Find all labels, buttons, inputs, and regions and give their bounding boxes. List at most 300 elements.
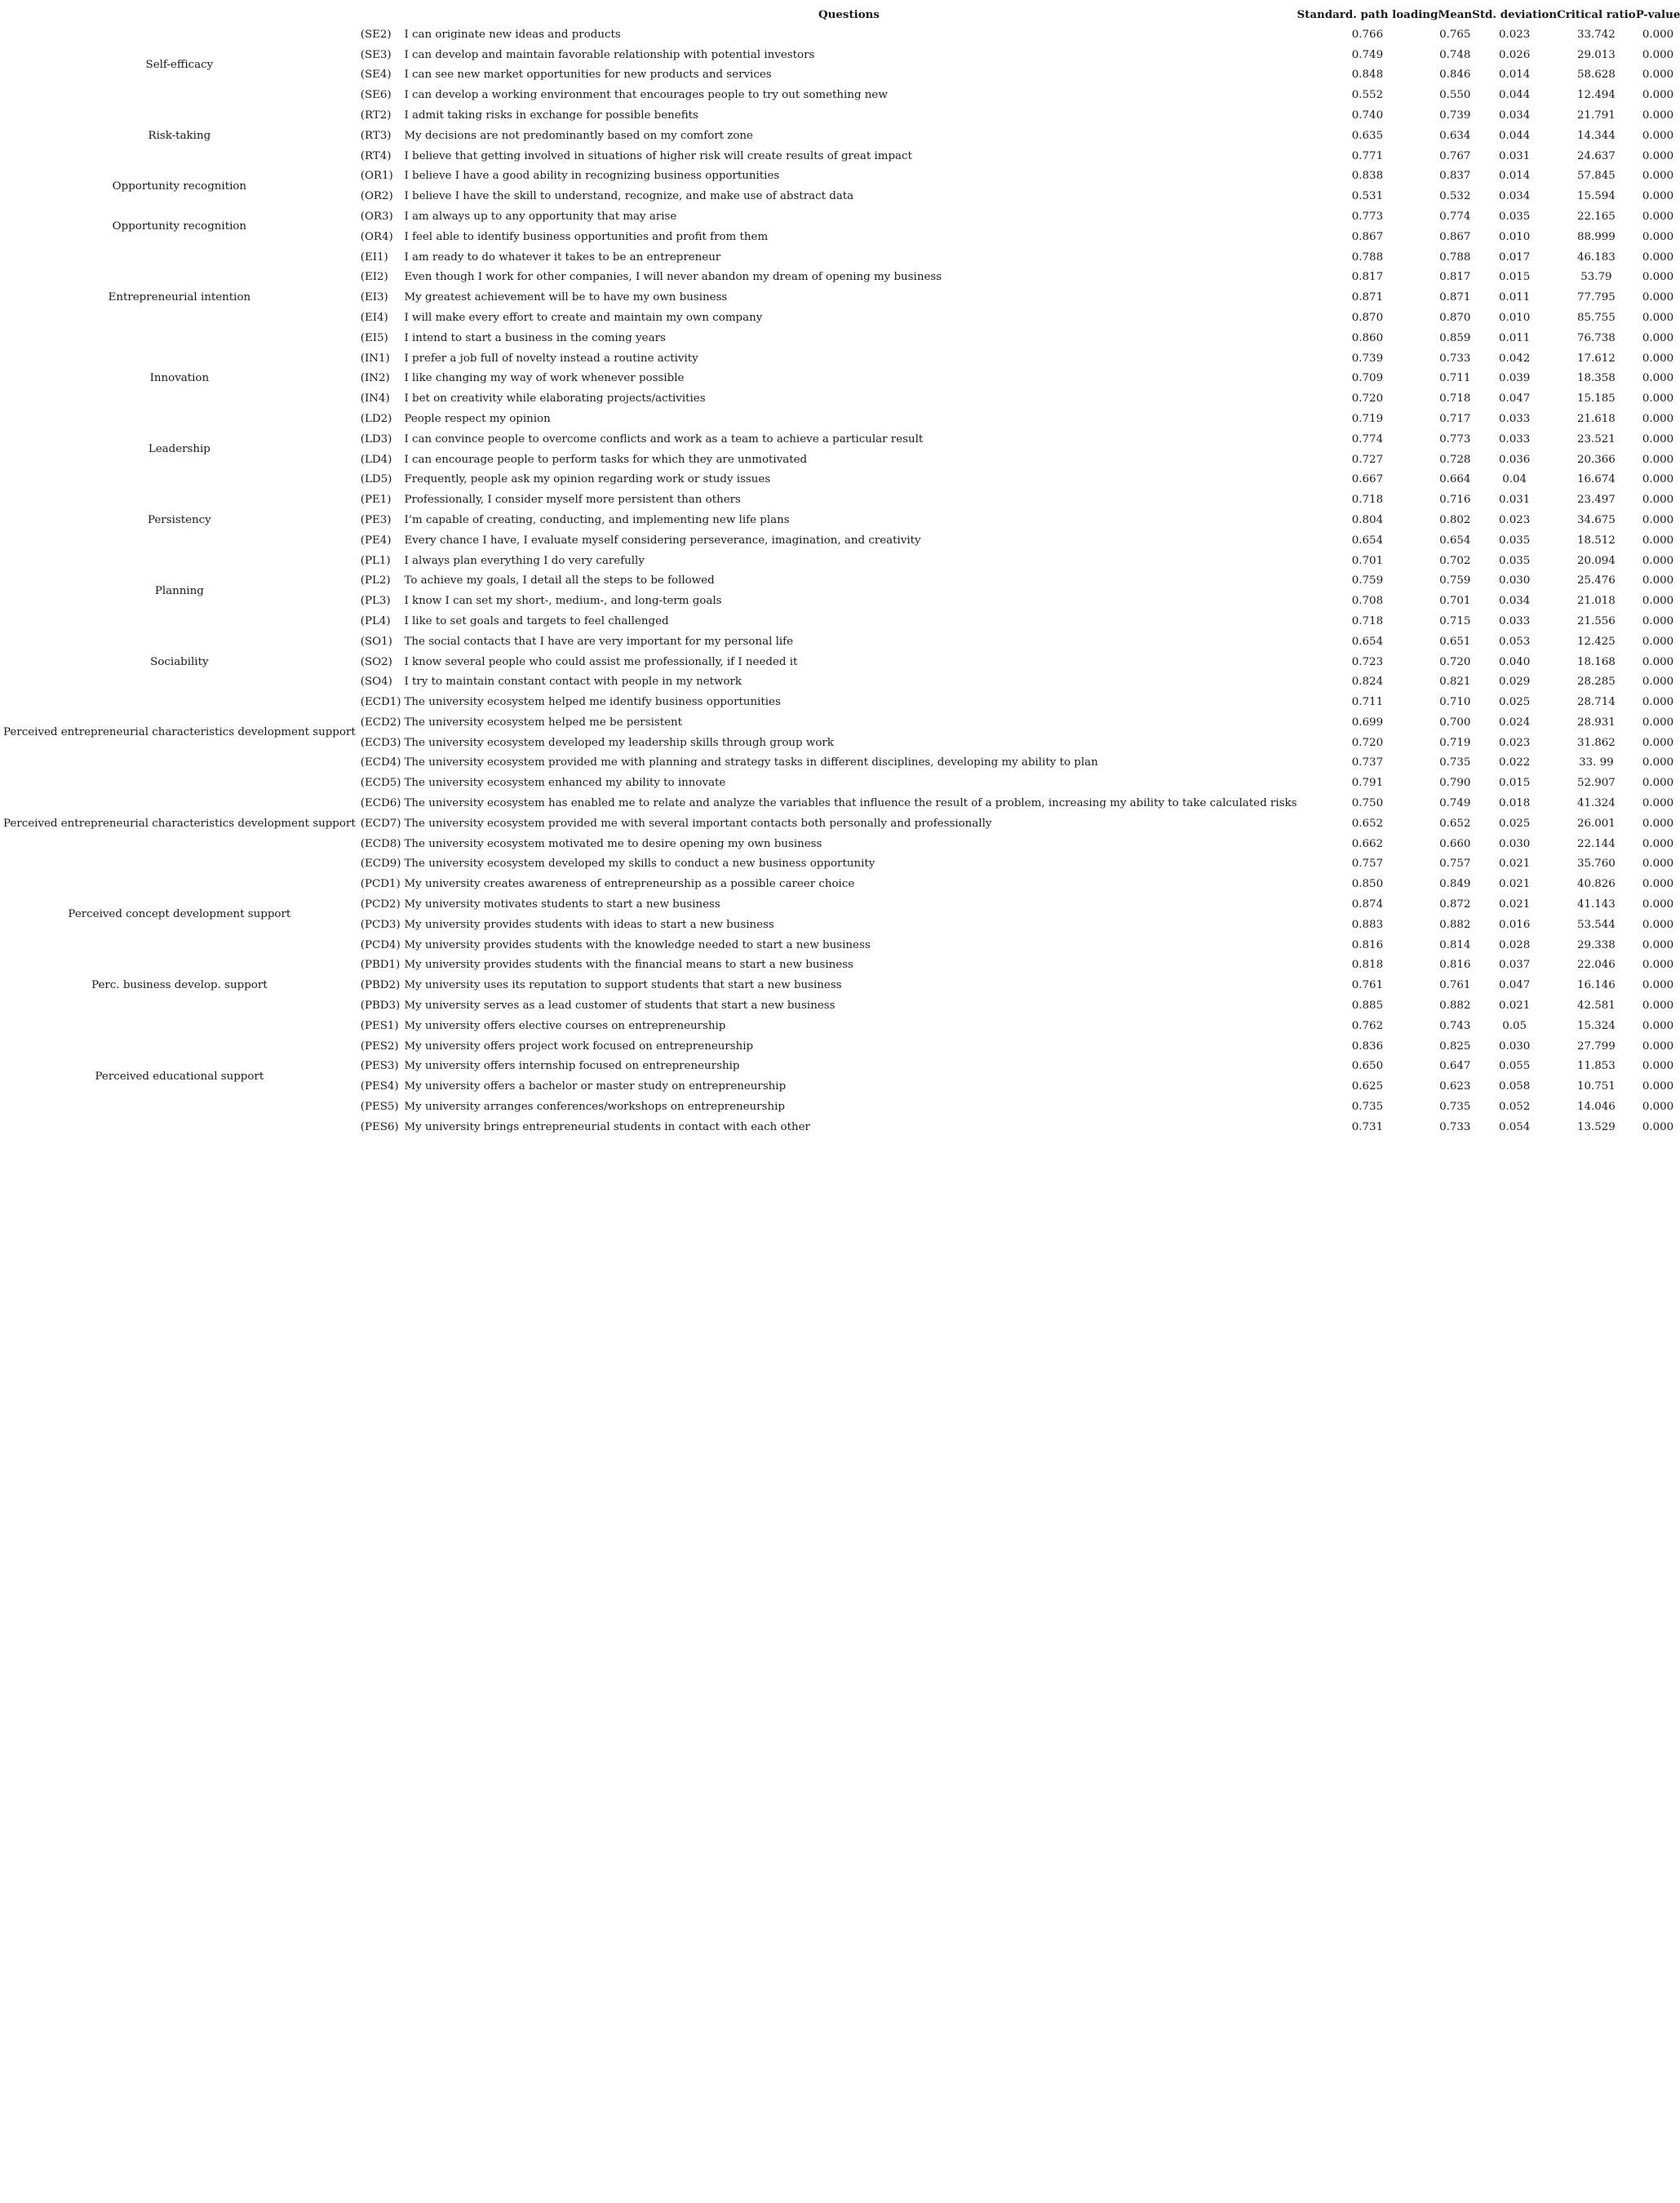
- critical-ratio-value: 13.529: [1576, 1120, 1616, 1133]
- std-deviation-value: 0.05: [1502, 1019, 1527, 1032]
- mean-value: 0.728: [1439, 453, 1471, 466]
- p-value: 0.000: [1642, 69, 1674, 82]
- p-value: 0.000: [1642, 291, 1674, 304]
- p-value: 0.000: [1642, 352, 1674, 365]
- question-text: To achieve my goals, I detail all the steps to be followed: [404, 574, 715, 587]
- question-text: The university ecosystem helped me identify business opportunities: [404, 696, 781, 709]
- path-loading-value: 0.750: [1351, 797, 1384, 810]
- mean-value: 0.701: [1439, 595, 1471, 608]
- std-deviation-value: 0.034: [1498, 595, 1531, 608]
- question-text: I feel able to identify business opportunities and profit from them: [404, 230, 769, 243]
- path-loading-value: 0.731: [1351, 1120, 1384, 1133]
- mean-value: 0.664: [1439, 473, 1471, 486]
- path-loading-value: 0.774: [1351, 432, 1384, 445]
- table-row: [3, 875, 1680, 895]
- item-code: (RT4): [360, 149, 392, 162]
- critical-ratio-value: 57.845: [1576, 170, 1616, 183]
- item-code: (PE4): [360, 534, 392, 547]
- critical-ratio-value: 15.185: [1576, 392, 1616, 406]
- mean-value: 0.718: [1439, 392, 1471, 406]
- std-deviation-value: 0.023: [1498, 28, 1531, 41]
- construct-name: Self-efficacy: [145, 58, 214, 71]
- p-value: 0.000: [1642, 716, 1674, 729]
- code-header: [359, 5, 401, 25]
- std-deviation-value: 0.014: [1498, 69, 1531, 82]
- item-code: (SE2): [360, 28, 392, 41]
- item-code: (ECD3): [360, 736, 401, 749]
- std-deviation-value: 0.04: [1502, 473, 1527, 486]
- question-text: Frequently, people ask my opinion regarding work or study issues: [404, 473, 771, 486]
- mean-value: 0.837: [1439, 170, 1471, 183]
- item-code: (ECD2): [360, 716, 401, 729]
- mean-value: 0.882: [1439, 918, 1471, 931]
- critical-ratio-value: 16.674: [1576, 473, 1616, 486]
- critical-ratio-value: 41.143: [1576, 898, 1616, 911]
- header-row: [3, 5, 1680, 25]
- std-deviation-value: 0.042: [1498, 352, 1531, 365]
- mean-value: 0.816: [1439, 959, 1471, 972]
- item-code: (ECD7): [360, 817, 401, 830]
- item-code: (PES1): [360, 1019, 399, 1032]
- critical-ratio-value: 34.675: [1576, 513, 1616, 526]
- critical-ratio-value: 35.760: [1576, 858, 1616, 871]
- item-code: (OR4): [360, 230, 393, 243]
- std-deviation-value: 0.023: [1498, 736, 1531, 749]
- question-text: I know I can set my short-, medium-, and long-term goals: [404, 595, 722, 608]
- question-text: People respect my opinion: [404, 412, 551, 425]
- construct-name: Entrepreneurial intention: [108, 291, 251, 304]
- std-deviation-value: 0.035: [1498, 554, 1531, 567]
- p-value: 0.000: [1642, 331, 1674, 344]
- critical-ratio-value: 22.165: [1576, 210, 1616, 223]
- critical-ratio-value: 28.714: [1576, 696, 1616, 709]
- path-loading-value: 0.816: [1351, 938, 1384, 951]
- critical-ratio-value: 16.146: [1576, 979, 1616, 992]
- p-value: 0.000: [1642, 635, 1674, 648]
- question-text: The university ecosystem helped me be persistent: [404, 716, 683, 729]
- p-value: 0.000: [1642, 89, 1674, 102]
- p-value: 0.000: [1642, 412, 1674, 425]
- item-code: (SO4): [360, 676, 392, 689]
- p-value: 0.000: [1642, 48, 1674, 61]
- path-loading-value: 0.804: [1351, 513, 1384, 526]
- question-text: The university ecosystem enhanced my ability to innovate: [404, 777, 726, 790]
- critical-ratio-value: 41.324: [1576, 797, 1616, 810]
- critical-ratio-value: 14.344: [1576, 129, 1616, 142]
- construct-name: Sociability: [150, 655, 209, 668]
- item-code: (EI1): [360, 250, 388, 264]
- question-text: My university offers project work focused on entrepreneurship: [404, 1039, 754, 1053]
- path-loading-value: 0.662: [1351, 837, 1384, 850]
- path-loading-value: 0.850: [1351, 878, 1384, 891]
- p-value: 0.000: [1642, 28, 1674, 41]
- std-deviation-value: 0.030: [1498, 837, 1531, 850]
- item-code: (PES6): [360, 1120, 399, 1133]
- mean-value: 0.651: [1439, 635, 1471, 648]
- critical-ratio-value: 40.826: [1576, 878, 1616, 891]
- path-loading-value: 0.711: [1351, 696, 1384, 709]
- std-deviation-value: 0.053: [1498, 635, 1531, 648]
- question-text: I will make every effort to create and maintain my own company: [404, 311, 763, 324]
- item-code: (PCD4): [360, 938, 401, 951]
- std-deviation-value: 0.022: [1498, 756, 1531, 769]
- critical-ratio-value: 24.637: [1576, 149, 1616, 162]
- path-loading-value: 0.885: [1351, 1000, 1384, 1013]
- item-code: (PE3): [360, 513, 392, 526]
- std-deviation-value: 0.044: [1498, 89, 1531, 102]
- path-loading-value: 0.749: [1351, 48, 1384, 61]
- question-text: My university offers elective courses on entrepreneurship: [404, 1019, 726, 1032]
- question-text: My university provides students with ideas to start a new business: [404, 918, 774, 931]
- path-loading-value: 0.654: [1351, 635, 1384, 648]
- p-value: 0.000: [1642, 1060, 1674, 1073]
- critical-ratio-value: 53.544: [1576, 918, 1616, 931]
- std-deviation-value: 0.014: [1498, 170, 1531, 183]
- critical-ratio-value: 18.358: [1576, 372, 1616, 385]
- item-code: (PES3): [360, 1060, 399, 1073]
- mean-value: 0.710: [1439, 696, 1471, 709]
- construct-name: Opportunity recognition: [112, 180, 247, 193]
- question-text: My decisions are not predominantly based on my comfort zone: [404, 129, 753, 142]
- p-value: 0.000: [1642, 817, 1674, 830]
- p-value: 0.000: [1642, 756, 1674, 769]
- path-loading-value: 0.708: [1351, 595, 1384, 608]
- item-code: (RT3): [360, 129, 392, 142]
- mean-value: 0.660: [1439, 837, 1471, 850]
- construct-name: Planning: [154, 584, 204, 597]
- mean-value: 0.870: [1439, 311, 1471, 324]
- item-code: (ECD8): [360, 837, 401, 850]
- item-code: (ECD9): [360, 858, 401, 871]
- critical-ratio-value: 52.907: [1576, 777, 1616, 790]
- critical-ratio-value: 46.183: [1576, 250, 1616, 264]
- table-row: [3, 25, 1680, 46]
- std-deviation-value: 0.033: [1498, 412, 1531, 425]
- critical-ratio-value: 31.862: [1576, 736, 1616, 749]
- mean-value: 0.720: [1439, 655, 1471, 668]
- p-value: 0.000: [1642, 513, 1674, 526]
- question-text: I like to set goals and targets to feel challenged: [404, 614, 669, 627]
- p-value: 0.000: [1642, 1000, 1674, 1013]
- table-row: [3, 248, 1680, 268]
- item-code: (SE6): [360, 89, 392, 102]
- std-deviation-value: 0.044: [1498, 129, 1531, 142]
- mean-value: 0.849: [1439, 878, 1471, 891]
- construct-name: Persistency: [147, 513, 211, 526]
- std-deviation-value: 0.021: [1498, 878, 1531, 891]
- table-row: [3, 632, 1680, 653]
- mean-value: 0.882: [1439, 1000, 1471, 1013]
- question-text: I like changing my way of work whenever possible: [404, 372, 685, 385]
- p-value: 0.000: [1642, 372, 1674, 385]
- item-code: (ECD4): [360, 756, 401, 769]
- table-row: [3, 552, 1680, 572]
- critical-ratio-value: 12.425: [1576, 635, 1616, 648]
- mean-value: 0.802: [1439, 513, 1471, 526]
- std-deviation-value: 0.025: [1498, 696, 1531, 709]
- question-text: I believe that getting involved in situations of higher risk will create results of great impact: [404, 149, 912, 162]
- path-loading-value: 0.737: [1351, 756, 1384, 769]
- p-value: 0.000: [1642, 432, 1674, 445]
- path-loading-value: 0.625: [1351, 1080, 1384, 1093]
- critical-ratio-value: 21.618: [1576, 412, 1616, 425]
- critical-ratio-value: 17.612: [1576, 352, 1616, 365]
- mean-value: 0.702: [1439, 554, 1471, 567]
- mean-value: 0.652: [1439, 817, 1471, 830]
- item-code: (EI3): [360, 291, 388, 304]
- critical-ratio-value: 22.144: [1576, 837, 1616, 850]
- question-text: I’m capable of creating, conducting, and implementing new life plans: [404, 513, 790, 526]
- p-value: 0.000: [1642, 595, 1674, 608]
- p-value: 0.000: [1642, 311, 1674, 324]
- mean-value: 0.647: [1439, 1060, 1471, 1073]
- path-loading-value: 0.735: [1351, 1101, 1384, 1114]
- construct-name: Risk-taking: [148, 129, 211, 142]
- mean-value: 0.739: [1439, 109, 1471, 122]
- critical-ratio-value: 23.497: [1576, 494, 1616, 507]
- mean-value: 0.765: [1439, 28, 1471, 41]
- p-value: 0.000: [1642, 210, 1674, 223]
- p-value: 0.000: [1642, 230, 1674, 243]
- item-code: (PE1): [360, 494, 392, 507]
- std-deviation-value: 0.055: [1498, 1060, 1531, 1073]
- table-row: [3, 166, 1680, 187]
- std-deviation-value: 0.031: [1498, 149, 1531, 162]
- critical-ratio-value: 28.285: [1576, 676, 1616, 689]
- p-value: 0.000: [1642, 109, 1674, 122]
- critical-ratio-value: 21.791: [1576, 109, 1616, 122]
- mean-value: 0.733: [1439, 1120, 1471, 1133]
- construct-name: Perceived concept development support: [68, 908, 291, 921]
- question-text: I can encourage people to perform tasks for which they are unmotivated: [404, 453, 808, 466]
- std-deviation-value: 0.026: [1498, 48, 1531, 61]
- item-code: (ECD5): [360, 777, 401, 790]
- table-row: [3, 410, 1680, 430]
- mean-value: 0.790: [1439, 777, 1471, 790]
- path-loading-value: 0.836: [1351, 1039, 1384, 1053]
- p-value: 0.000: [1642, 1101, 1674, 1114]
- construct-name: Perceived entrepreneurial characteristics development support: [3, 726, 356, 739]
- std-deviation-value: 0.011: [1498, 331, 1531, 344]
- mean-header: Mean: [1438, 8, 1473, 21]
- mean-value: 0.825: [1439, 1039, 1471, 1053]
- path-loading-value: 0.740: [1351, 109, 1384, 122]
- p-value: 0.000: [1642, 959, 1674, 972]
- mean-value: 0.767: [1439, 149, 1471, 162]
- critical-ratio-value: 20.366: [1576, 453, 1616, 466]
- question-text: I believe I have the skill to understand, recognize, and make use of abstract data: [404, 190, 854, 203]
- std-deviation-value: 0.040: [1498, 655, 1531, 668]
- path-loading-value: 0.762: [1351, 1019, 1384, 1032]
- item-code: (SO2): [360, 655, 392, 668]
- std-deviation-value: 0.024: [1498, 716, 1531, 729]
- mean-value: 0.719: [1439, 736, 1471, 749]
- p-value: 0.000: [1642, 453, 1674, 466]
- item-code: (LD3): [360, 432, 392, 445]
- std-deviation-value: 0.030: [1498, 574, 1531, 587]
- mean-value: 0.711: [1439, 372, 1471, 385]
- construct-name: Opportunity recognition: [112, 220, 247, 233]
- mean-value: 0.821: [1439, 676, 1471, 689]
- std-deviation-value: 0.010: [1498, 311, 1531, 324]
- p-value: 0.000: [1642, 676, 1674, 689]
- table-row: [3, 955, 1680, 976]
- item-code: (ECD1): [360, 696, 401, 709]
- table-row: [3, 1017, 1680, 1037]
- item-code: (PL4): [360, 614, 391, 627]
- std-deviation-value: 0.034: [1498, 190, 1531, 203]
- mean-value: 0.859: [1439, 331, 1471, 344]
- critical-ratio-value: 29.338: [1576, 938, 1616, 951]
- std-deviation-value: 0.021: [1498, 858, 1531, 871]
- table-row: [3, 490, 1680, 511]
- p-value: 0.000: [1642, 250, 1674, 264]
- std-deviation-value: 0.054: [1498, 1120, 1531, 1133]
- critical-ratio-value: 77.795: [1576, 291, 1616, 304]
- p-value: 0.000: [1642, 1019, 1674, 1032]
- path-loading-value: 0.788: [1351, 250, 1384, 264]
- critical-ratio-value: 42.581: [1576, 1000, 1616, 1013]
- std-deviation-value: 0.011: [1498, 291, 1531, 304]
- p-value: 0.000: [1642, 878, 1674, 891]
- question-text: My university uses its reputation to support students that start a new business: [404, 979, 842, 992]
- path-loading-value: 0.720: [1351, 392, 1384, 406]
- question-text: The university ecosystem provided me with several important contacts both personally and professionally: [404, 817, 992, 830]
- table-row: [3, 773, 1680, 794]
- item-code: (OR1): [360, 170, 393, 183]
- question-text: My university creates awareness of entrepreneurship as a possible career choice: [404, 878, 855, 891]
- item-code: (EI2): [360, 271, 388, 284]
- table-row: [3, 349, 1680, 370]
- item-code: (ECD6): [360, 797, 401, 810]
- question-text: I can see new market opportunities for new products and services: [404, 69, 772, 82]
- question-text: I can develop and maintain favorable relationship with potential investors: [404, 48, 815, 61]
- table-row: [3, 207, 1680, 228]
- path-loading-value: 0.699: [1351, 716, 1384, 729]
- p-value: 0.000: [1642, 534, 1674, 547]
- path-loading-value: 0.848: [1351, 69, 1384, 82]
- construct-name: Innovation: [149, 372, 210, 385]
- std-deviation-value: 0.025: [1498, 817, 1531, 830]
- mean-value: 0.757: [1439, 858, 1471, 871]
- p-value: 0.000: [1642, 190, 1674, 203]
- path-loading-value: 0.838: [1351, 170, 1384, 183]
- p-value: 0.000: [1642, 554, 1674, 567]
- path-loading-value: 0.654: [1351, 534, 1384, 547]
- item-code: (EI4): [360, 311, 388, 324]
- p-value: 0.000: [1642, 1120, 1674, 1133]
- construct-header: [3, 5, 359, 25]
- p-value: 0.000: [1642, 736, 1674, 749]
- question-text: I always plan everything I do very carefully: [404, 554, 645, 567]
- critical-ratio-value: 20.094: [1576, 554, 1616, 567]
- std-deviation-value: 0.052: [1498, 1101, 1531, 1114]
- std-deviation-value: 0.015: [1498, 271, 1531, 284]
- mean-value: 0.759: [1439, 574, 1471, 587]
- path-loading-value: 0.739: [1351, 352, 1384, 365]
- p-value: 0.000: [1642, 574, 1674, 587]
- critical-ratio-value: 33. 99: [1579, 756, 1614, 769]
- question-text: The university ecosystem developed my skills to conduct a new business opportunity: [404, 858, 875, 871]
- path-loading-value: 0.759: [1351, 574, 1384, 587]
- path-loading-value: 0.727: [1351, 453, 1384, 466]
- question-text: Every chance I have, I evaluate myself considering perseverance, imagination, and creativity: [404, 534, 921, 547]
- p-header: P-value: [1635, 8, 1680, 21]
- critical-ratio-value: 85.755: [1576, 311, 1616, 324]
- loading-header: Standard. path loading: [1297, 8, 1438, 21]
- std-deviation-value: 0.023: [1498, 513, 1531, 526]
- question-text: My university offers internship focused on entrepreneurship: [404, 1060, 740, 1073]
- mean-value: 0.774: [1439, 210, 1471, 223]
- mean-value: 0.735: [1439, 1101, 1471, 1114]
- std-deviation-value: 0.016: [1498, 918, 1531, 931]
- critical-ratio-value: 22.046: [1576, 959, 1616, 972]
- mean-value: 0.654: [1439, 534, 1471, 547]
- critical-ratio-value: 21.018: [1576, 595, 1616, 608]
- path-loading-value: 0.757: [1351, 858, 1384, 871]
- mean-value: 0.867: [1439, 230, 1471, 243]
- std-deviation-value: 0.034: [1498, 109, 1531, 122]
- item-code: (SE4): [360, 69, 392, 82]
- question-text: I intend to start a business in the coming years: [404, 331, 666, 344]
- std-deviation-value: 0.033: [1498, 432, 1531, 445]
- question-text: Professionally, I consider myself more persistent than others: [404, 494, 741, 507]
- p-value: 0.000: [1642, 392, 1674, 406]
- path-loading-value: 0.552: [1351, 89, 1384, 102]
- path-loading-value: 0.773: [1351, 210, 1384, 223]
- std-deviation-value: 0.035: [1498, 534, 1531, 547]
- item-code: (PBD3): [360, 1000, 401, 1013]
- std-deviation-value: 0.047: [1498, 979, 1531, 992]
- p-value: 0.000: [1642, 271, 1674, 284]
- path-loading-value: 0.860: [1351, 331, 1384, 344]
- critical-ratio-value: 18.168: [1576, 655, 1616, 668]
- p-value: 0.000: [1642, 494, 1674, 507]
- critical-ratio-value: 14.046: [1576, 1101, 1616, 1114]
- question-text: The university ecosystem motivated me to desire opening my own business: [404, 837, 822, 850]
- item-code: (LD4): [360, 453, 392, 466]
- mean-value: 0.735: [1439, 756, 1471, 769]
- critical-ratio-value: 26.001: [1576, 817, 1616, 830]
- question-text: My university serves as a lead customer of students that start a new business: [404, 1000, 836, 1013]
- critical-ratio-value: 23.521: [1576, 432, 1616, 445]
- question-text: I believe I have a good ability in recognizing business opportunities: [404, 170, 780, 183]
- item-code: (LD2): [360, 412, 392, 425]
- item-code: (EI5): [360, 331, 388, 344]
- question-text: The university ecosystem provided me with planning and strategy tasks in different disciplines, developing my ability to plan: [404, 756, 1098, 769]
- p-value: 0.000: [1642, 797, 1674, 810]
- mean-value: 0.817: [1439, 271, 1471, 284]
- critical-ratio-value: 29.013: [1576, 48, 1616, 61]
- path-loading-value: 0.667: [1351, 473, 1384, 486]
- critical-ratio-value: 27.799: [1576, 1039, 1616, 1053]
- question-text: My university provides students with the knowledge needed to start a new business: [404, 938, 871, 951]
- item-code: (SO1): [360, 635, 392, 648]
- std-deviation-value: 0.015: [1498, 777, 1531, 790]
- p-value: 0.000: [1642, 918, 1674, 931]
- critical-ratio-value: 12.494: [1576, 89, 1616, 102]
- path-loading-value: 0.791: [1351, 777, 1384, 790]
- path-loading-value: 0.818: [1351, 959, 1384, 972]
- item-code: (PL3): [360, 595, 391, 608]
- mean-value: 0.748: [1439, 48, 1471, 61]
- path-loading-value: 0.870: [1351, 311, 1384, 324]
- critical-ratio-value: 88.999: [1576, 230, 1616, 243]
- path-loading-value: 0.874: [1351, 898, 1384, 911]
- cr-header: Critical ratio: [1557, 8, 1636, 21]
- question-text: The social contacts that I have are very important for my personal life: [404, 635, 794, 648]
- path-loading-value: 0.883: [1351, 918, 1384, 931]
